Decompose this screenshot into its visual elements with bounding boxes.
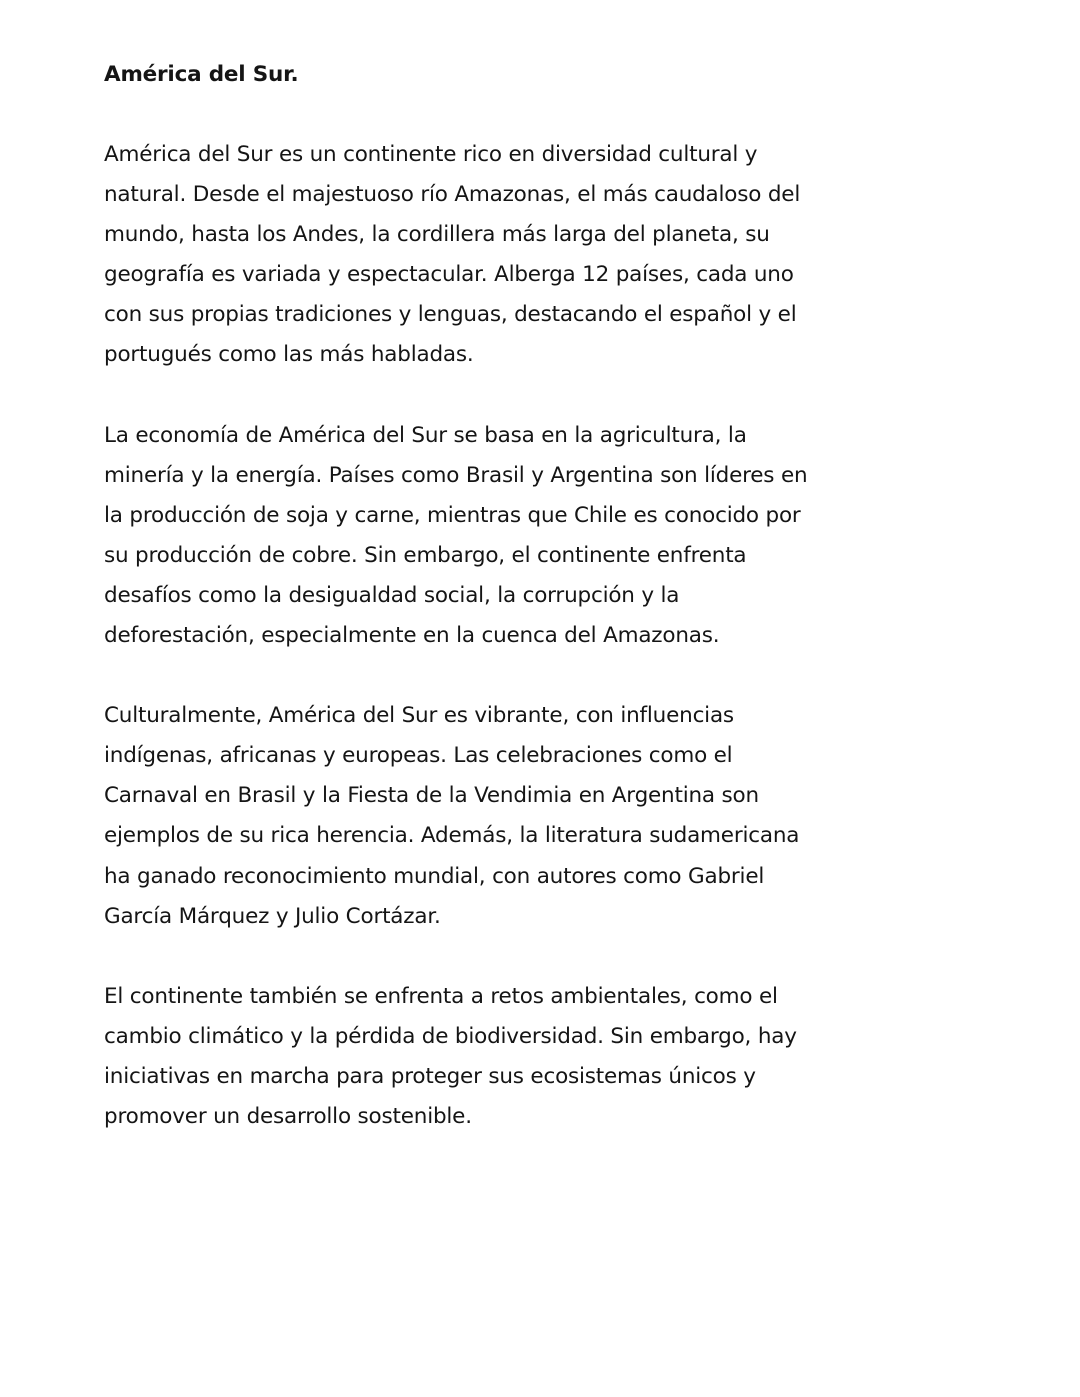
paragraph-economy (104, 416, 904, 657)
paragraph-line: mundo, hasta los Andes, la cordillera más larga del planeta, su (104, 222, 770, 248)
paragraph-line: García Márquez y Julio Cortázar. (104, 903, 441, 929)
paragraph-line: Carnaval en Brasil y la Fiesta de la Vendimia en Argentina son (104, 783, 759, 809)
paragraph-line: ha ganado reconocimiento mundial, con autores como Gabriel (104, 863, 765, 889)
paragraph-line: su producción de cobre. Sin embargo, el continente enfrenta (104, 542, 747, 568)
paragraph-line: ejemplos de su rica herencia. Además, la literatura sudamericana (104, 823, 800, 849)
paragraph-line: minería y la energía. Países como Brasil y Argentina son líderes en (104, 462, 808, 488)
paragraph-line: El continente también se enfrenta a retos ambientales, como el (104, 983, 778, 1009)
paragraph-line: natural. Desde el majestuoso río Amazonas, el más caudaloso del (104, 182, 801, 208)
paragraph-line: iniciativas en marcha para proteger sus ecosistemas únicos y (104, 1063, 756, 1089)
paragraph-line: La economía de América del Sur se basa en la agricultura, la (104, 422, 747, 448)
paragraph-environment (104, 977, 904, 1137)
paragraph-line: indígenas, africanas y europeas. Las celebraciones como el (104, 743, 733, 769)
paragraph-line: América del Sur es un continente rico en diversidad cultural y (104, 142, 758, 167)
paragraph-culture (104, 696, 904, 937)
paragraph-line: deforestación, especialmente en la cuenca del Amazonas. (104, 623, 720, 649)
paragraph-line: con sus propias tradiciones y lenguas, destacando el español y el (104, 302, 797, 328)
paragraph-line: geografía es variada y espectacular. Alberga 12 países, cada uno (104, 262, 794, 288)
document-title: América del Sur. (104, 62, 299, 87)
paragraph-line: Culturalmente, América del Sur es vibrante, con influencias (104, 703, 734, 729)
document-page (104, 55, 904, 1137)
paragraph-line: la producción de soja y carne, mientras que Chile es conocido por (104, 502, 801, 528)
paragraph-line: portugués como las más habladas. (104, 342, 474, 368)
paragraph-line: desafíos como la desigualdad social, la corrupción y la (104, 582, 680, 608)
paragraph-line: promover un desarrollo sostenible. (104, 1103, 472, 1129)
paragraph-line: cambio climático y la pérdida de biodiversidad. Sin embargo, hay (104, 1023, 797, 1049)
paragraph-overview (104, 135, 904, 376)
